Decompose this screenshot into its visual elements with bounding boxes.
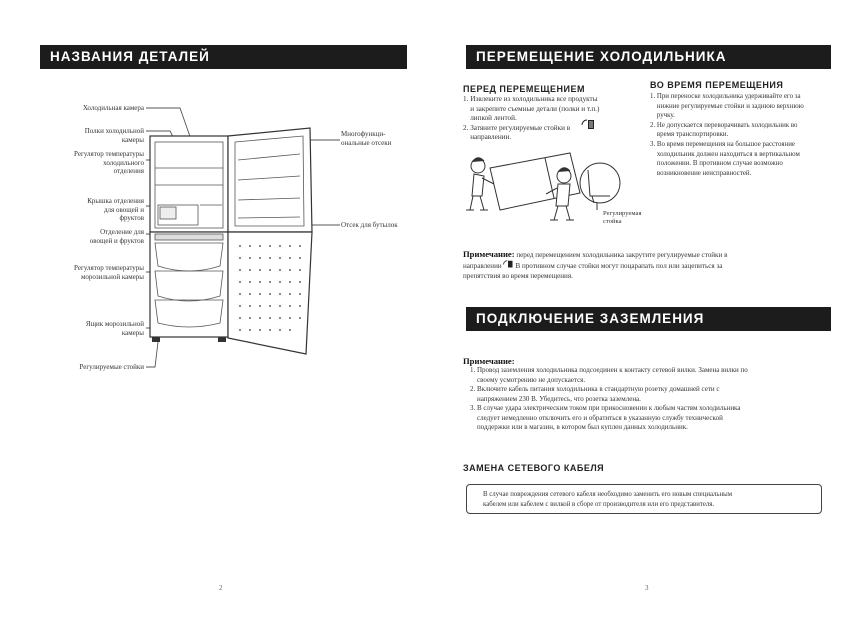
note-text-3: В противном случае стойки могут поцарапать пол или зацепиться за (513, 262, 723, 270)
list-item: 1. Извлеките из холодильника все продукты и закрепите съемные детали (полки и т.п.) липкой лентой. (463, 95, 600, 123)
label-bottle-rack: Отсек для бутылок (341, 221, 398, 229)
leg-direction-icon-2 (502, 260, 514, 269)
leg-direction-icon (581, 119, 595, 131)
grounding-banner: ПОДКЛЮЧЕНИЕ ЗАЗЕМЛЕНИЯ (466, 307, 831, 331)
cable-replacement-box: В случае повреждения сетевого кабеля необходимо заменить его новым специальным кабелем или кабелем с вилкой в сборе от производителя или его представителя. (466, 484, 822, 514)
label-shelves: Полки холодильной камеры (84, 127, 144, 144)
list-item: 2. Не допускается переворачивать холодильник во время транспортировки. (650, 121, 798, 139)
cable-replacement-title: ЗАМЕНА СЕТЕВОГО КАБЕЛЯ (463, 463, 605, 473)
moving-banner: ПЕРЕМЕЩЕНИЕ ХОЛОДИЛЬНИКА (466, 45, 831, 69)
label-fridge-chamber: Холодильная камера (82, 104, 144, 112)
label-temp-freezer: Регулятор температуры морозильной камеры (74, 264, 144, 281)
during-moving-title: ВО ВРЕМЯ ПЕРЕМЕЩЕНИЯ (650, 80, 784, 90)
list-item: 1. При переноске холодильника удерживайте его за нижние регулируемые стойки и заднюю верхнюю ручку. (650, 93, 804, 120)
page-number-left: 2 (219, 584, 223, 592)
during-moving-list (650, 92, 840, 178)
label-adjustable-legs: Регулируемые стойки (79, 363, 144, 371)
label-veg-cover: Крышка отделения для овощей и фруктов (87, 197, 144, 223)
leg-label: Регулируемая стойка (603, 210, 642, 225)
label-freezer-drawer: Ящик морозильной камеры (85, 320, 144, 337)
list-item: 1. Провод заземления холодильника подсоединен к контакту сетевой вилки. Замена вилки по своему усмотрению не допускается. (470, 366, 748, 384)
parts-banner: НАЗВАНИЯ ДЕТАЛЕЙ (40, 45, 407, 69)
list-item: 2. Включите кабель питания холодильника в стандартную розетку домашней сети с напряжением 230 В. Убедитесь, что розетка заземлена. (470, 385, 720, 403)
label-temp-fridge: Регулятор температуры холодильного отделения (74, 150, 144, 176)
moving-note (463, 249, 793, 281)
note-text-1: перед перемещением холодильника закрутите регулируемые стойки в (514, 251, 728, 259)
list-item: 3. Во время перемещения на большое расстояние холодильник должен находиться в вертикальном положении. В противном случае возможно возникновение неисправностей. (650, 140, 800, 177)
before-moving-list (463, 95, 643, 143)
note-text-2: направлении (463, 262, 502, 270)
label-veg-compartment: Отделение для овощей и фруктов (89, 228, 144, 245)
grounding-list (470, 366, 820, 433)
list-item: 2. Затяните регулируемые стойки в направлении. (463, 123, 571, 142)
page-number-right: 3 (645, 584, 649, 592)
ground-note-title: Примечание: (463, 356, 515, 366)
before-moving-title: ПЕРЕД ПЕРЕМЕЩЕНИЕМ (463, 84, 586, 94)
note-text-4: препятствия во время перемещения. (463, 272, 573, 280)
label-multi-shelves: Многофункци- ональные отсеки (341, 130, 392, 147)
note-label: Примечание: (463, 249, 515, 259)
list-item: 3. В случае удара электрическим током при прикосновении к любым частям холодильника следует немедленно отключить его и обратиться в указанную службу технической поддержки или в магазин, в котором был куплен данных холодильник. (470, 404, 741, 431)
